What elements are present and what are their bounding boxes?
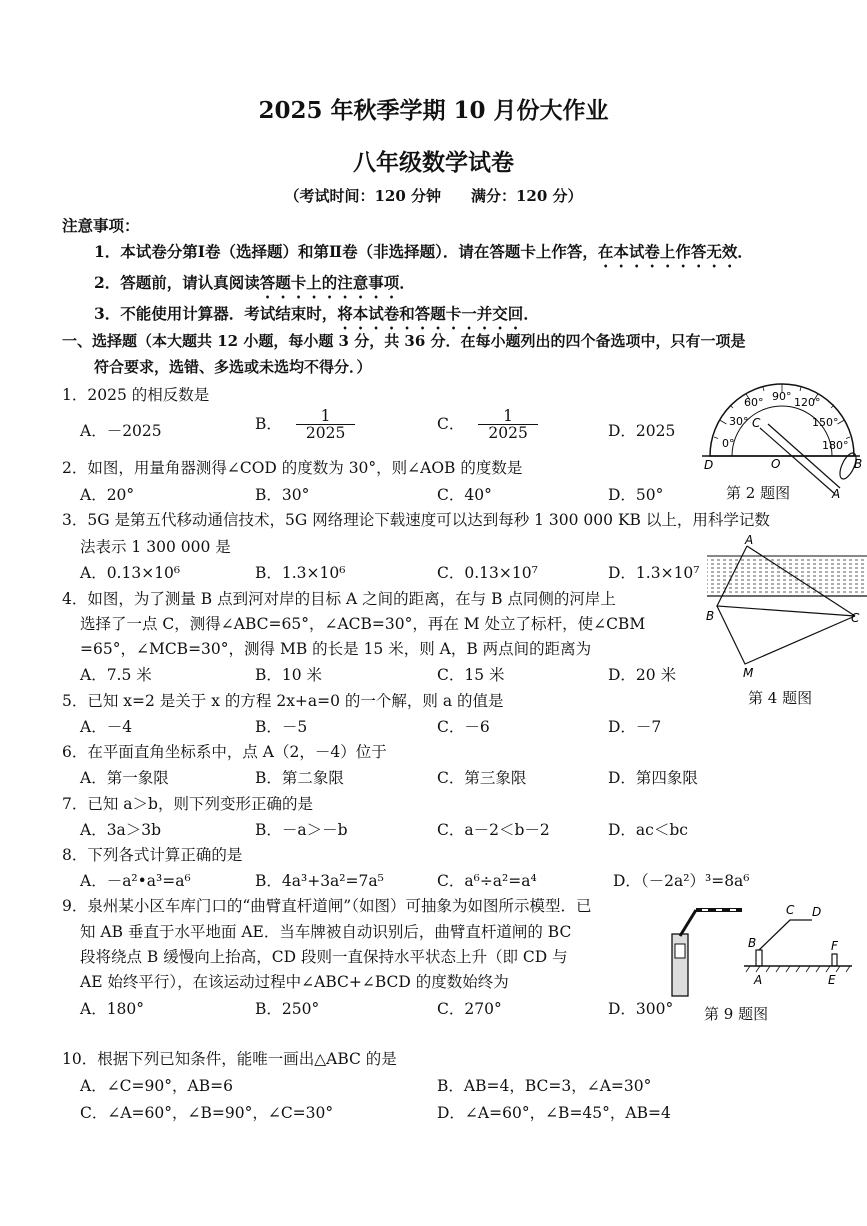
q3-stem: 3．5G 是第五代移动通信技术，5G 网络理论下载速度可以达到每秒 1 300 000 KB 以上，用科学记数 — [62, 511, 770, 529]
fig9-caption: 第 9 题图 — [704, 1005, 769, 1023]
q6-option-c: C．第三象限 — [437, 769, 527, 787]
label-a: A — [754, 973, 763, 987]
q1-c-fraction — [478, 408, 537, 442]
q5-option-b: B．－5 — [255, 718, 308, 736]
note-3 — [94, 302, 539, 333]
river-figure — [705, 534, 867, 680]
q6-option-b: B．第二象限 — [255, 769, 344, 787]
q7-stem: 7．已知 a＞b，则下列变形正确的是 — [62, 795, 313, 813]
q5-stem: 5．已知 x=2 是关于 x 的方程 2x+a=0 的一个解，则 a 的值是 — [62, 692, 504, 710]
q9-option-c: C．270° — [437, 1000, 502, 1018]
q6-option-d: D．第四象限 — [608, 769, 698, 787]
note-2 — [94, 271, 415, 302]
note-2-text: 2．答题前，请认真阅读 — [94, 273, 260, 292]
q3-option-b: B．1.3×10⁶ — [255, 564, 346, 582]
q7-option-a: A．3a＞3b — [80, 821, 162, 839]
fig4-caption: 第 4 题图 — [748, 689, 813, 707]
q1-option-c — [437, 408, 538, 442]
q7-option-d: D．ac＜bc — [608, 821, 688, 839]
note-1-end: ． — [737, 242, 753, 261]
q8-option-a: A．－a²•a³=a⁶ — [80, 872, 191, 890]
q9-stem-4: AE 始终平行），在该运动过程中∠ABC+∠BCD 的度数始终为 — [80, 973, 509, 991]
label-m: M — [743, 666, 754, 680]
section-1-intro: 一、选择题（本大题共 12 小题，每小题 3 分，共 36 分．在每小题列出的四个备选项中，只有一项是 — [62, 332, 746, 350]
label-90: 90° — [772, 390, 792, 403]
label-b: B — [748, 936, 757, 950]
note-3-emphasis: 将本试卷和答题卡一并交回 — [337, 304, 524, 323]
arm-bcd — [759, 920, 812, 950]
q9-option-a: A．180° — [80, 1000, 145, 1018]
label-c: C — [851, 611, 860, 625]
q2-option-b: B．30° — [255, 486, 310, 504]
q4-option-c: C．15 米 — [437, 666, 505, 684]
q1-b-fraction — [296, 408, 355, 442]
q1-b-num: 1 — [320, 407, 331, 425]
q2-option-a: A．20° — [80, 486, 135, 504]
label-120: 120° — [794, 396, 821, 409]
barrier-model-figure — [740, 896, 864, 988]
q9-stem: 9．泉州某小区车库门口的“曲臂直杆道闸”（如图）可抽象为如图所示模型．已 — [62, 897, 592, 915]
q8-stem: 8．下列各式计算正确的是 — [62, 846, 243, 864]
label-d: D — [704, 458, 714, 472]
q5-option-d: D．－7 — [608, 718, 662, 736]
q3-option-c: C．0.13×10⁷ — [437, 564, 538, 582]
label-b: B — [706, 609, 715, 623]
note-1 — [94, 240, 753, 271]
note-2-end: ． — [399, 273, 415, 292]
q1-option-d: D．2025 — [608, 422, 676, 440]
label-a: A — [832, 487, 841, 501]
label-c: C — [752, 416, 761, 430]
q9-option-b: B．250° — [255, 1000, 320, 1018]
q10-option-d: D．∠A=60°，∠B=45°，AB=4 — [437, 1104, 671, 1122]
label-o: O — [771, 457, 781, 471]
exam-subtitle: 八年级数学试卷 — [353, 149, 514, 176]
q1-c-den: 2025 — [478, 424, 537, 441]
note-3-text: 3．不能使用计算器．考试结束时， — [94, 304, 338, 323]
note-1-text: 1．本试卷分第Ⅰ卷（选择题）和第Ⅱ卷（非选择题）．请在答题卡上作答， — [94, 242, 598, 261]
q4-stem-2: 选择了一点 C，测得∠ABC=65°，∠ACB=30°，再在 M 处立了标杆，使∠CBM — [80, 615, 646, 633]
q3-option-a: A．0.13×10⁶ — [80, 564, 181, 582]
q4-stem: 4．如图，为了测量 B 点到河对岸的目标 A 之间的距离，在与 B 点同侧的河岸上 — [62, 590, 616, 608]
label-a: A — [745, 534, 754, 547]
river — [707, 556, 867, 596]
q1-option-b — [255, 408, 355, 442]
q8-option-d: D．（－2a²）³=8a⁶ — [613, 872, 750, 890]
label-180: 180° — [822, 439, 849, 452]
q10-option-c: C．∠A=60°，∠B=90°，∠C=30° — [80, 1104, 334, 1122]
q1-c-num: 1 — [503, 407, 514, 425]
q5-option-c: C．－6 — [437, 718, 490, 736]
section-1-intro-2: 符合要求，选错、多选或未选均不得分．） — [94, 358, 372, 376]
q1-c-label: C． — [437, 414, 465, 433]
q3-option-d: D．1.3×10⁷ — [608, 564, 700, 582]
label-c: C — [786, 903, 795, 917]
q5-option-a: A．－4 — [80, 718, 133, 736]
q6-stem: 6．在平面直角坐标系中，点 A（2，－4）位于 — [62, 743, 387, 761]
note-2-emphasis: 答题卡上的注意事项 — [259, 273, 400, 292]
q7-option-b: B．－a＞－b — [255, 821, 348, 839]
exam-title: 2025 年秋季学期 10 月份大作业 — [258, 97, 609, 124]
q10-option-b: B．AB=4，BC=3，∠A=30° — [437, 1077, 652, 1095]
q10-stem: 10．根据下列已知条件，能唯一画出△ABC 的是 — [62, 1050, 397, 1068]
q4-option-a: A．7.5 米 — [80, 666, 152, 684]
q4-option-d: D．20 米 — [608, 666, 677, 684]
note-1-emphasis: 在本试卷上作答无效 — [597, 242, 738, 261]
label-150: 150° — [812, 416, 839, 429]
label-d: D — [812, 905, 822, 919]
note-3-end: ． — [523, 304, 539, 323]
q1-stem: 1．2025 的相反数是 — [62, 386, 210, 404]
q1-b-den: 2025 — [296, 424, 355, 441]
q6-option-a: A．第一象限 — [80, 769, 169, 787]
q9-option-d: D．300° — [608, 1000, 674, 1018]
label-30: 30° — [729, 415, 749, 428]
label-e: E — [828, 973, 836, 987]
q8-option-b: B．4a³+3a²=7a⁵ — [255, 872, 384, 890]
label-b: B — [854, 457, 863, 471]
q8-option-c: C．a⁶÷a²=a⁴ — [437, 872, 537, 890]
exam-info: （考试时间：120 分钟 满分：120 分） — [284, 187, 583, 205]
q4-option-b: B．10 米 — [255, 666, 323, 684]
q2-stem: 2．如图，用量角器测得∠COD 的度数为 30°，则∠AOB 的度数是 — [62, 459, 523, 477]
q2-option-d: D．50° — [608, 486, 664, 504]
q10-option-a: A．∠C=90°，AB=6 — [80, 1077, 233, 1095]
q9-stem-2: 知 AB 垂直于水平地面 AE．当车牌被自动识别后，曲臂直杆道闸的 BC — [80, 923, 572, 941]
label-0: 0° — [722, 437, 735, 450]
label-f: F — [831, 939, 838, 953]
notes-heading: 注意事项： — [62, 216, 140, 235]
q1-option-a: A．－2025 — [80, 422, 162, 440]
fig2-caption: 第 2 题图 — [726, 484, 791, 502]
q1-b-label: B． — [255, 414, 282, 433]
q3-stem-2: 法表示 1 300 000 是 — [80, 538, 231, 556]
q4-stem-3: =65°，∠MCB=30°，测得 MB 的长是 15 米，则 A，B 两点间的距离为 — [80, 640, 592, 658]
q7-option-c: C．a－2＜b－2 — [437, 821, 550, 839]
q2-option-c: C．40° — [437, 486, 492, 504]
barrier-gate-picture — [662, 896, 744, 1000]
q9-stem-3: 段将绕点 B 缓慢向上抬高，CD 段则一直保持水平状态上升（即 CD 与 — [80, 948, 568, 966]
label-60: 60° — [744, 396, 764, 409]
